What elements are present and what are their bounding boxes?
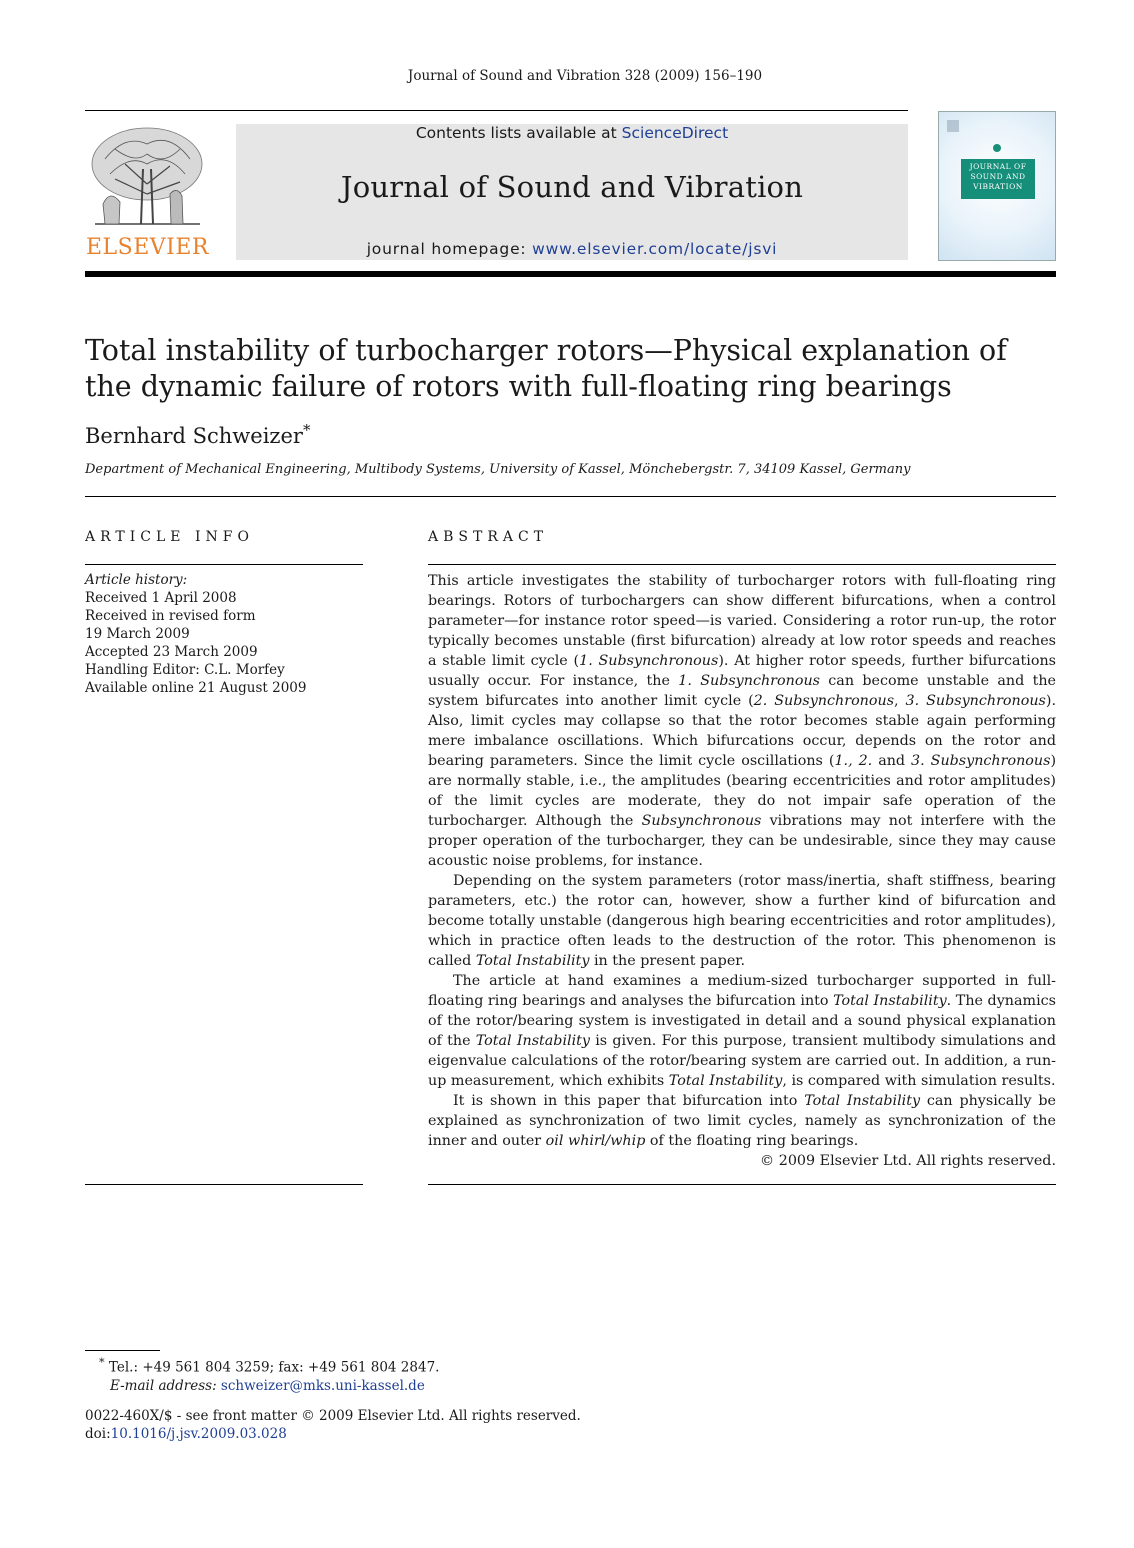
doi-prefix: doi:: [85, 1426, 111, 1442]
abstract-copyright: © 2009 Elsevier Ltd. All rights reserved.: [759, 1153, 1056, 1169]
italic-term: 1. Subsynchronous: [579, 653, 719, 669]
author-footnote-mark[interactable]: *: [302, 421, 311, 439]
abstract-paragraph-3: The article at hand examines a medium-sized turbocharger supported in full-floating ring bearings and analyses the bifurcation into Total Instability. The dynamics of the rotor/bearing system is investigated in detail and a sound physical explanation of the Total Instability is given. For this purpose, transient multibody simulations and eigenvalue calculations of the rotor/bearing system are carried out. In addition, a run-up measurement, which exhibits Total Instability, is compared with simulation results.: [428, 973, 1056, 1089]
history-item: Accepted 23 March 2009: [85, 644, 258, 660]
italic-term: oil whirl/whip: [545, 1133, 646, 1149]
history-item: Available online 21 August 2009: [85, 680, 307, 696]
history-item: 19 March 2009: [85, 626, 190, 642]
header-thick-rule: [85, 271, 1056, 277]
article-history: [85, 571, 363, 697]
author-line: [85, 421, 310, 448]
homepage-line: [236, 240, 908, 258]
info-bottom-rule: [85, 1184, 363, 1185]
history-item: Received 1 April 2008: [85, 590, 237, 606]
footnote-email-line: [85, 1377, 439, 1395]
italic-term: 3. Subsynchronous: [905, 693, 1046, 709]
front-matter: [85, 1407, 581, 1443]
contents-line: [236, 124, 908, 142]
author-affiliation: Department of Mechanical Engineering, Multibody Systems, University of Kassel, Mönchebergstr. 7, 34109 Kassel, Germany: [85, 462, 911, 477]
author-name: Bernhard Schweizer: [85, 424, 303, 448]
italic-term: Total Instability: [475, 1033, 590, 1049]
cover-emblem-icon: [993, 144, 1001, 152]
footnote-rule: [85, 1350, 160, 1351]
header-rule: [85, 110, 908, 111]
doi-line: [85, 1425, 581, 1443]
article-info-heading: ARTICLE INFO: [85, 529, 254, 545]
author-email-link[interactable]: schweizer@mks.uni-kassel.de: [220, 1377, 425, 1394]
sciencedirect-link[interactable]: ScienceDirect: [621, 124, 729, 142]
journal-citation: Journal of Sound and Vibration 328 (2009) 156–190: [407, 68, 763, 84]
footnote-contact: Tel.: +49 561 804 3259; fax: +49 561 804 2847.: [108, 1359, 440, 1376]
abstract-bottom-rule: [428, 1184, 1056, 1185]
italic-term: Subsynchronous: [641, 813, 762, 829]
history-item: Handling Editor: C.L. Morfey: [85, 662, 285, 678]
footnote-contact-line: [85, 1354, 439, 1377]
abstract-top-rule: [428, 564, 1056, 565]
journal-title: Journal of Sound and Vibration: [340, 170, 804, 204]
contents-prefix: Contents lists available at: [415, 124, 622, 142]
abstract-paragraph-2: Depending on the system parameters (rotor mass/inertia, shaft stiffness, bearing parameters, etc.) the rotor can, however, show a further kind of bifurcation and become totally unstable (dangerous high bearing eccentricities and rotor amplitudes), which in practice often leads to the destruction of the rotor. This phenomenon is called Total Instability in the present paper.: [428, 873, 1056, 969]
italic-term: Total Instability: [668, 1073, 783, 1089]
abstract-heading: ABSTRACT: [428, 529, 549, 545]
journal-banner: [236, 124, 908, 260]
abstract-paragraph-1: This article investigates the stability of turbocharger rotors with full-floating ring bearings. Rotors of turbochargers can show different bifurcations, when a control parameter—for instance rotor speed—is varied. Considering a rotor run-up, the rotor typically becomes unstable (first bifurcation) already at low rotor speeds and reaches a stable limit cycle (1. Subsynchronous). At higher rotor speeds, further bifurcations usually occur. For instance, the 1. Subsynchronous can become unstable and the system bifurcates into another limit cycle (2. Subsynchronous, 3. Subsynchronous). Also, limit cycles may collapse so that the rotor becomes stable again performing mere imbalance oscillations. Which bifurcations occur, depends on the rotor and bearing parameters. Since the limit cycle oscillations (1., 2. and 3. Subsynchronous) are normally stable, i.e., the amplitudes (bearing eccentricities and rotor amplitudes) of the limit cycles are moderate, they do not impair safe operation of the turbocharger. Although the Subsynchronous vibrations may not interfere with the proper operation of the turbocharger, they can be undesirable, since they may cause acoustic noise problems, for instance.: [428, 573, 1057, 869]
italic-term: Total Instability: [833, 993, 947, 1009]
history-item: Received in revised form: [85, 608, 256, 624]
article-title: Total instability of turbocharger rotors—Physical explanation of the dynamic failure of rotors with full-floating ring bearings: [85, 334, 1007, 403]
italic-term: 1., 2.: [834, 753, 873, 769]
issn-line: 0022-460X/$ - see front matter © 2009 Elsevier Ltd. All rights reserved.: [85, 1408, 581, 1424]
italic-term: 2. Subsynchronous: [753, 693, 895, 709]
italic-term: Total Instability: [804, 1093, 921, 1109]
email-label: E-mail address:: [110, 1377, 221, 1394]
footnote-mark: *: [99, 1356, 105, 1369]
cover-title: JOURNAL OF SOUND AND VIBRATION: [961, 159, 1035, 199]
journal-cover-thumbnail: [938, 111, 1056, 261]
author-footnote: [85, 1354, 439, 1395]
doi-link[interactable]: 10.1016/j.jsv.2009.03.028: [110, 1426, 287, 1442]
abstract-body: [428, 571, 1056, 1171]
italic-term: 3. Subsynchronous: [911, 753, 1051, 769]
info-top-rule: [85, 564, 363, 565]
italic-term: Total Instability: [475, 953, 590, 969]
homepage-prefix: journal homepage:: [366, 240, 533, 258]
cover-logo-icon: [947, 120, 959, 132]
title-rule: [85, 496, 1056, 497]
abstract-paragraph-4: It is shown in this paper that bifurcation into Total Instability can physically be explained as synchronization of two limit cycles, namely as synchronization of the inner and outer oil whirl/whip of the floating ring bearings.: [428, 1093, 1056, 1149]
italic-term: 1. Subsynchronous: [678, 673, 820, 689]
elsevier-wordmark: ELSEVIER: [85, 235, 209, 260]
history-label: Article history:: [85, 572, 188, 588]
homepage-link[interactable]: www.elsevier.com/locate/jsvi: [532, 240, 778, 258]
